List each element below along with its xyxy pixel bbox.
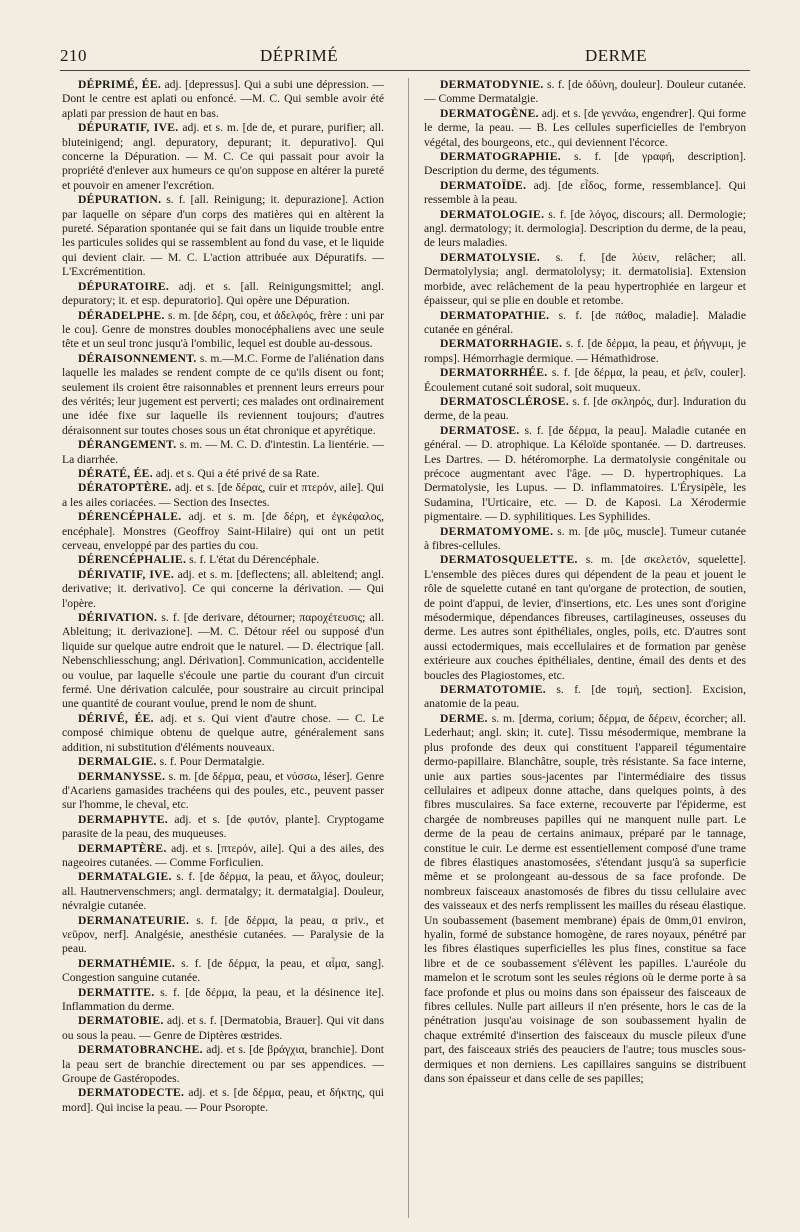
entry-headword: DERMATOSQUELETTE.	[440, 553, 578, 567]
header-rule	[60, 70, 750, 71]
entry-headword: DERMATOBIE.	[78, 1014, 164, 1028]
entry-headword: DÉRANGEMENT.	[78, 438, 177, 452]
dictionary-entry	[62, 352, 384, 438]
dictionary-entry	[62, 510, 384, 553]
dictionary-entry	[62, 755, 384, 769]
entry-definition: s. f. [de δέρμα, la peau, et ἄλγος, douleur; all. Hautnervenschmers; angl. dermatalgy; it. dermatalgia]. Douleur, névralgie cutanée.	[62, 870, 384, 913]
dictionary-entry	[62, 78, 384, 121]
dictionary-entry	[62, 957, 384, 986]
dictionary-entry	[424, 78, 746, 107]
entry-headword: DERMATOÏDE.	[440, 178, 527, 192]
entry-headword: DERME.	[440, 711, 488, 725]
right-catchword: DERME	[585, 46, 647, 65]
column-divider	[408, 78, 409, 1218]
entry-definition: s. f. L'état du Dérencéphale.	[186, 553, 320, 567]
entry-definition: s. f. [de λύειν, relâcher; all. Dermatolylysia; angl. dermatololysy; it. dermatolisia]. Extension morbide, avec relâchement de la peau hypertrophiée en largeur et épaisseur, qui se plie en double et retombe.	[424, 250, 746, 308]
entry-definition: adj. et s. [de δέρας, cuir et πτερόν, aile]. Qui a les ailes coriacées. — Section des Insectes.	[62, 481, 384, 509]
entry-headword: DERMATOSCLÉROSE.	[440, 394, 570, 408]
entry-definition: s. f. [de τομή, section]. Excision, anatomie de la peau.	[424, 683, 746, 711]
dictionary-entry	[62, 1086, 384, 1115]
entry-definition: s. m. [de δέρμα, peau, et νύσσω, léser]. Genre d'Acariens gamasides trachéens qui des poules, etc., peuvent passer sur l'homme, le cheval, etc.	[62, 769, 384, 812]
entry-definition: s. m. [derma, corium; δέρμα, de δέρειν, écorcher; all. Lederhaut; angl. skin; it. cute]. Tissu mésodermique, membrane la plus profonde des deux qui constituent l'appareil tégumentaire dermo-papillaire. Blanchâtre, souple, très résistante. Sa face interne, unie aux parties sous-jacentes par l'intermédiaire des tissus cellulaires et adipeux donne attache, dans quelques points, à des fibres musculaires. Sa face externe, recouverte par l'épiderme, est chargée de nombreuses papilles qui ne manquent nulle part. Le derme de la peau de certains animaux, préparé par le tannage, constitue le cuir. Le derme est essentiellement composé d'une trame de fibres élastiques anastomosées, s'étendant jusqu'à sa superficie même et se prolongeant au-dessous de sa face profonde. De nombreux faisceaux anastomosés de fibres du tissu cellulaire avec des vaisseaux et des nerfs remplissent les mailles du réseau élastique. Un soubassement (basement membrane) épais de 0mm,01 environ, hyalin, formé de substance homogène, de rares noyaux, pénétré par les fibres élastiques superficielles les plus fines, constitue sa face libre et de ce soubassement s'élèvent les papilles. L'auréole du mamelon et le scrotum sont les seules régions où le derme porte à sa face profonde et plus ou moins dans son épaisseur des faisceaux de fibres cellules. Nulle part ailleurs il n'en présente, hors le cas de la pénétration jusqu'au voisinage de son soubassement hyalin de chaque extrémité d'insertion des faisceaux du muscle pileux d'une part, des faisceaux striés des peauciers de l'autre; tous muscles sous-dermiques et non derniens. Les capillaires sanguins se distribuent dans son épaisseur et dans celle de ses papilles;	[424, 711, 746, 1086]
entry-definition: s. f. [de δέρμα, la peau, et la désinence ite]. Inflammation du derme.	[62, 985, 384, 1013]
entry-headword: DERMATOLYSIE.	[440, 250, 541, 264]
entry-headword: DERMAPTÈRE.	[78, 841, 167, 855]
entry-headword: DERMATOGÈNE.	[440, 106, 539, 120]
entry-definition: adj. [de εἶδος, forme, ressemblance]. Qui ressemble à la peau.	[424, 178, 746, 207]
entry-definition: adj. et s. m. [de δέρη, et ἐγκέφαλος, encéphale]. Monstres (Geoffroy Saint-Hilaire) qui ont un petit cerveau, enveloppé par des parties du cou.	[62, 510, 384, 552]
entry-headword: DERMATODECTE.	[78, 1086, 185, 1100]
entry-definition: s. f. [de ὀδύνη, douleur]. Douleur cutanée. — Comme Dermatalgie.	[424, 78, 746, 106]
entry-headword: DÉRENCÉPHALIE.	[78, 553, 187, 567]
entry-headword: DERMATOTOMIE.	[440, 683, 547, 697]
entry-headword: DÉRIVATION.	[78, 611, 158, 625]
dictionary-entry	[424, 150, 746, 179]
dictionary-entry	[62, 193, 384, 279]
dictionary-entry	[62, 986, 384, 1015]
entry-headword: DÉRADELPHE.	[78, 308, 165, 322]
dictionary-entry	[424, 712, 746, 1087]
entry-definition: adj. et s. [de δέρμα, peau, et δήκτης, qui mord]. Qui incise la peau. — Pour Psoropte.	[62, 1086, 384, 1114]
running-header	[60, 46, 750, 68]
entry-definition: adj. et s. Qui a été privé de sa Rate.	[152, 466, 320, 480]
dictionary-entry	[424, 525, 746, 554]
entry-definition: adj. et s. m. [deflectens; all. ableitend; angl. derivative; it. derivativo]. Ce qui concerne la dérivation. — Qui l'opère.	[62, 567, 384, 610]
entry-definition: s. f. Pour Dermatalgie.	[156, 755, 265, 769]
entry-definition: s. f. [de δέρμα, la peau, et ῥήγνυμι, je romps]. Hémorrhagie dermique. — Hémathidrose.	[424, 337, 746, 365]
entry-definition: s. f. [de γραφή, description]. Description du derme, des téguments.	[424, 150, 746, 178]
entry-definition: s. f. [de πάθος, maladie]. Maladie cutanée en général.	[424, 308, 746, 336]
entry-definition: adj. et s. m. [de de, et purare, purifier; all. bluteinigend; angl. depuratory, depurant; it. depurativo]. Qui concerne la Dépuration. — M. C. Ce qui passait pour avoir la propriété d'enlever aux humeurs ce qu'on suppose en altérer la pureté et pouvoir en amener l'excrétion.	[62, 121, 384, 192]
entry-definition: s. f. [de λόγος, discours; all. Dermologie; angl. dermatology; it. dermologia]. Description du derme, de la peau, de leurs maladies.	[424, 207, 746, 250]
entry-definition: s. m. [de μῦς, muscle]. Tumeur cutanée à fibres-cellules.	[424, 524, 746, 552]
entry-definition: adj. et s. [all. Reinigungsmittel; angl. depuratory; it. et esp. depuratorio]. Qui opère une Dépuration.	[62, 279, 384, 308]
dictionary-entry	[424, 208, 746, 251]
entry-headword: DERMATOSE.	[440, 423, 520, 437]
entry-definition: s. m. [de δέρη, cou, et ἀδελφός, frère : uni par le cou]. Genre de monstres doubles monocéphaliens avec une seule tête et un seul tronc jusqu'à l'ombilic, lequel est double au-dessous.	[62, 308, 384, 351]
entry-definition: s. f. [de δέρμα, la peau, et ῥεῖν, couler]. Écoulement cutané soit sudoral, soit muqueux.	[424, 366, 746, 394]
entry-headword: DERMATODYNIE.	[440, 78, 544, 91]
entry-headword: DERMATOPATHIE.	[440, 308, 550, 322]
entry-headword: DÉRATÉ, ÉE.	[78, 466, 153, 480]
dictionary-entry	[62, 438, 384, 467]
dictionary-entry	[424, 179, 746, 208]
page-number: 210	[60, 46, 87, 65]
entry-headword: DERMATOLOGIE.	[440, 207, 545, 221]
entry-headword: DERMATOMYOME.	[440, 524, 554, 538]
dictionary-entry	[62, 568, 384, 611]
entry-definition: adj. et s. Qui vient d'autre chose. — C. Le composé chimique obtenu de quelque autre, généralement sans addition, ni substitution d'éléments nouveaux.	[62, 711, 385, 754]
entry-headword: DÉPURATOIRE.	[78, 279, 170, 293]
entry-definition: s. f. [de derivare, détourner; παροχέτευσις; all. Ableitung; it. derivazione]. —M. C. Détour réel ou supposé d'un liquide sur quelque autre endroit que le naturel. — D. électrique [all. Nebenschliesschung; angl. Dérivation]. Communication, accidentelle ou voulue, par laquelle s'écoule une partie du courant d'un circuit fermé. Une dérivation calculée, pour soustraire au circuit principal une quantité de courant voulue, prend le nom de shunt.	[62, 611, 384, 711]
entry-headword: DERMATOGRAPHIE.	[440, 150, 561, 164]
dictionary-entry	[62, 467, 384, 481]
dictionary-entry	[62, 914, 384, 957]
entry-headword: DERMATITE.	[78, 985, 155, 999]
right-column	[424, 78, 746, 1086]
entry-headword: DERMATORRHAGIE.	[440, 337, 563, 351]
dictionary-entry	[424, 337, 746, 366]
dictionary-entry	[424, 107, 746, 150]
dictionary-entry	[62, 813, 384, 842]
entry-headword: DÉPURATION.	[78, 193, 162, 207]
entry-headword: DERMALGIE.	[78, 755, 157, 769]
entry-definition: s. f. [de σκληρός, dur]. Induration du derme, de la peau.	[424, 394, 746, 423]
dictionary-entry	[62, 770, 384, 813]
entry-definition: adj. et s. [de βράγχια, branchie]. Dont la peau sert de branchie directement ou par ses appendices. — Groupe de Gastéropodes.	[62, 1043, 384, 1086]
dictionary-entry	[62, 280, 384, 309]
entry-definition: s. f. [de δέρμα, la peau, et αἷμα, sang]. Congestion sanguine cutanée.	[62, 956, 384, 985]
entry-definition: adj. et s. [de φυτόν, plante]. Cryptogame parasite de la peau, des muqueuses.	[62, 812, 384, 841]
entry-definition: s. f. [de δέρμα, la peau]. Maladie cutanée en général. — D. atrophique. La Kéloïde spontanée. — D. dartreuses. Les Dartres. — D. hétéromorphe. La dermatolysie congénitale ou précoce augmentant avec l'âge. — D. hypertrophiques. La Dermatolysie, les Lupus. — D. inflammatoires. L'Érysipèle, les Sudamina, l'Urticaire, etc. — D. de Kaposi. La Xérodermie pigmentaire. — D. syphilitiques. Les Syphilides.	[424, 423, 746, 524]
dictionary-entry	[424, 309, 746, 338]
entry-definition: adj. et s. f. [Dermatobia, Brauer]. Qui vit dans ou sous la peau. — Genre de Diptères œstrides.	[62, 1014, 384, 1042]
dictionary-entry	[424, 683, 746, 712]
entry-headword: DÉRAISONNEMENT.	[78, 351, 197, 365]
dictionary-entry	[62, 842, 384, 871]
dictionary-entry	[62, 121, 384, 193]
entry-headword: DÉRATOPTÈRE.	[78, 481, 172, 495]
dictionary-entry	[62, 712, 384, 755]
entry-definition: s. f. [de δέρμα, la peau, α priv., et νεῦρον, nerf]. Analgésie, anesthésie cutanées. — Paralysie de la peau.	[62, 913, 384, 956]
dictionary-entry	[62, 1043, 384, 1086]
left-column	[62, 78, 384, 1115]
entry-definition: adj. et s. [πτερόν, aile]. Qui a des ailes, des nageoires cutanées. — Comme Forficulien.	[62, 841, 384, 869]
dictionary-entry	[424, 424, 746, 525]
dictionary-entry	[62, 870, 384, 913]
entry-headword: DÉRIVÉ, ÉE.	[78, 711, 154, 725]
dictionary-entry	[62, 481, 384, 510]
left-catchword: DÉPRIMÉ	[260, 46, 339, 65]
entry-headword: DÉRIVATIF, IVE.	[78, 567, 175, 581]
entry-definition: s. m. — M. C. D. d'intestin. La lientérie. — La diarrhée.	[62, 438, 384, 466]
dictionary-entry	[62, 553, 384, 567]
dictionary-entry	[62, 611, 384, 712]
entry-headword: DÉRENCÉPHALE.	[78, 510, 182, 524]
dictionary-entry	[424, 553, 746, 683]
dictionary-entry	[62, 1014, 384, 1043]
entry-headword: DERMATOBRANCHE.	[78, 1043, 203, 1057]
dictionary-entry	[62, 309, 384, 352]
entry-headword: DERMANYSSE.	[78, 769, 166, 783]
entry-headword: DERMATHÉMIE.	[78, 956, 176, 970]
entry-definition: s. m.—M.C. Forme de l'aliénation dans laquelle les malades se rendent compte de ce qu'ils disent ou font; seulement ils croient être raisonnables et prennent leurs erreurs pour des vérités; leur jugement est perverti; ces malades ont ordinairement une idée fixe sur laquelle ils reviennent toujours; d'autres déraisonnent sur toutes choses sous un état chronique et apyrétique.	[62, 351, 384, 437]
entry-headword: DERMATORRHÉE.	[440, 366, 548, 380]
dictionary-entry	[424, 395, 746, 424]
entry-headword: DÉPURATIF, IVE.	[78, 121, 179, 135]
entry-headword: DERMANATEURIE.	[78, 913, 190, 927]
entry-definition: adj. [depressus]. Qui a subi une dépression. — Dont le centre est aplati ou enfoncé. —M. C. Qui semble avoir été aplati par pression de haut en bas.	[62, 78, 384, 120]
entry-headword: DERMATALGIE.	[78, 870, 172, 884]
entry-definition: adj. et s. [de γεννάω, engendrer]. Qui forme le derme, la peau. — B. Les cellules superficielles de l'embryon végétal, des bourgeons, etc., qui deviennent l'écorce.	[424, 106, 746, 149]
entry-definition: s. m. [de σκελετόν, squelette]. L'ensemble des pièces dures qui dépendent de la peau et jouent le rôle de squelette cutané en tant qu'organe de protection, de soutien, de point d'appui, de levier, d'insertions, etc. Les unes sont d'origine mésodermique, dépendances fibreuses, cartilagineuses, osseuses du derme. Les autres sont épithéliales, ongles, poils, etc. D'autres sont aussi ectodermiques, mais eccellulaires et de formation par genèse extérieure aux couches épithéliales, dentine, émail des dents et des boucles des Plagiostomes, etc.	[424, 553, 746, 682]
entry-definition: s. f. [all. Reinigung; it. depurazione]. Action par laquelle on sépare d'un corps des matières qui en altèrent la pureté. Séparation spontanée qui se fait dans un liquide trouble entre les particules solides qui se rassemblent au fond du vase, et le liquide qui devient clair. — M. C. L'action attribuée aux Dépuratifs. — L'Excrémentition.	[62, 193, 384, 279]
dictionary-entry	[424, 251, 746, 309]
dictionary-entry	[424, 366, 746, 395]
entry-headword: DÉPRIMÉ, ÉE.	[78, 78, 162, 91]
entry-headword: DERMAPHYTE.	[78, 812, 168, 826]
